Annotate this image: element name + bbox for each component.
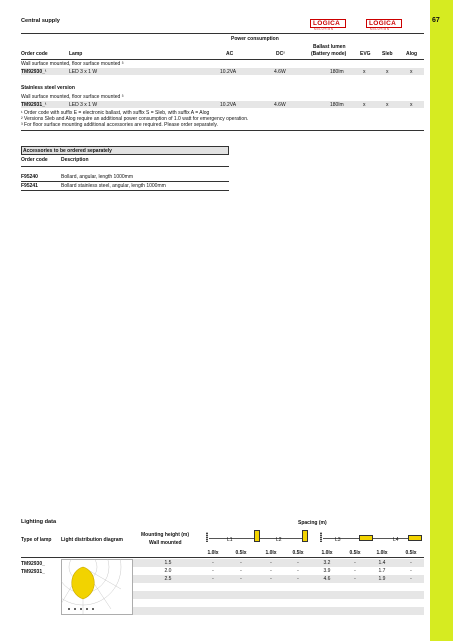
battery-mode-header: (Battery mode) — [311, 51, 347, 57]
page-sidebar — [430, 0, 453, 641]
lamp-code-1: TM92930_ — [21, 561, 45, 567]
col-alog: Alog — [406, 51, 418, 57]
header-rule — [21, 33, 424, 34]
row2-dc: 4.6W — [274, 102, 286, 108]
wall-mounted-header: Wall mounted — [149, 540, 182, 546]
group2-note: Wall surface mounted, floor surface mounted ³ — [21, 94, 124, 100]
sub-5: 1.0lx — [321, 550, 333, 556]
lighting-empty-band-1 — [133, 591, 424, 599]
lighting-empty-band-2 — [133, 607, 424, 615]
row2-evg: x — [363, 102, 366, 108]
row2-ac: 10.2VA — [220, 102, 237, 108]
row2-sleb: x — [386, 102, 389, 108]
acc-row1-desc: Bollard, angular, length 1000mm — [61, 174, 133, 180]
sub-3: 1.0lx — [265, 550, 277, 556]
spacing-l3: L3 — [335, 537, 341, 543]
col-lamp: Lamp — [69, 51, 83, 57]
sub-4: 0.5lx — [292, 550, 304, 556]
mounting-height-header: Mounting height (m) — [141, 532, 190, 538]
acc-row2-desc: Bollard stainless steel, angular, length 1000mm — [61, 183, 166, 189]
row1-evg: x — [363, 69, 366, 75]
lamp-icon-2 — [302, 530, 308, 542]
lamp-icon-1 — [254, 530, 260, 542]
acc-row2-code: F95241 — [21, 183, 38, 189]
row1-lamp: LED 3 x 1 W — [69, 69, 98, 75]
col-sleb: Sleb — [382, 51, 393, 57]
row1-sleb: x — [386, 69, 389, 75]
spacing-l4: L4 — [393, 537, 399, 543]
sub-6: 0.5lx — [349, 550, 361, 556]
logica-logo-2: LOGICA SOLUTION — [366, 19, 402, 31]
col-evg: EVG — [360, 51, 371, 57]
row1-lumen: 180lm — [330, 69, 344, 75]
col-dc: DC² — [276, 51, 285, 57]
col-distribution-diagram: Light distribution diagram — [61, 537, 123, 543]
power-consumption-header: Power consumption — [231, 36, 279, 42]
sub-1: 1.0lx — [207, 550, 219, 556]
row2-alog: x — [410, 102, 413, 108]
row1-alog: x — [410, 69, 413, 75]
logica-logo-1: LOGICA SOLUTION — [310, 19, 346, 31]
footnote-2: ² Versions Sleb and Alog require an additional power consumption of 1.0 watt for emergency operation. — [21, 116, 249, 122]
col-ac: AC — [226, 51, 234, 57]
sub-2: 0.5lx — [235, 550, 247, 556]
lamp-icon-3 — [359, 535, 373, 541]
acc-row1-code: F95240 — [21, 174, 38, 180]
lighting-header-rule — [21, 557, 424, 558]
col-type-of-lamp: Type of lamp — [21, 537, 52, 543]
row1-ac: 10.2VA — [220, 69, 237, 75]
sub-8: 0.5lx — [405, 550, 417, 556]
acc-col-description: Description — [61, 157, 89, 163]
lighting-title: Lighting data — [21, 519, 57, 525]
group2-title: Stainless steel version — [21, 85, 75, 91]
row1-code: TM92930_¹ — [21, 69, 47, 75]
footnote-3: ³ For floor surface mounting additional accessories are required. Please order separately. — [21, 122, 218, 128]
row2-lamp: LED 3 x 1 W — [69, 102, 98, 108]
wall-hatch-icon — [206, 532, 208, 542]
spacing-l2: L2 — [276, 537, 282, 543]
row1-dc: 4.6W — [274, 69, 286, 75]
accessories-title: Accessories to be ordered separately — [23, 148, 112, 154]
ballast-lumen-header: Ballast lumen — [313, 44, 346, 50]
acc-header-rule — [21, 166, 229, 167]
lamp-icon-4 — [408, 535, 422, 541]
page-number: 67 — [432, 17, 440, 24]
light-distribution-diagram — [61, 559, 133, 615]
acc-row-rule — [21, 181, 229, 182]
section-title: Central supply — [21, 18, 60, 24]
footnote-1: ¹ Order code with suffix E = electronic ballast, with suffix S = Sleb, with suffix A = Alog — [21, 110, 210, 116]
main-table-end-rule — [21, 130, 424, 131]
acc-end-rule — [21, 190, 229, 191]
sub-7: 1.0lx — [376, 550, 388, 556]
col-order-code: Order code — [21, 51, 48, 57]
row2-lumen: 180lm — [330, 102, 344, 108]
wall-hatch-icon-2 — [320, 532, 322, 542]
spacing-l1: L1 — [227, 537, 233, 543]
group1-note: Wall surface mounted, floor surface mounted ³ — [21, 61, 124, 67]
table-header-rule — [21, 59, 424, 60]
spacing-header: Spacing (m) — [298, 520, 327, 526]
lamp-code-2: TM92931_ — [21, 569, 45, 575]
acc-col-order-code: Order code — [21, 157, 48, 163]
row2-code: TM92931_¹ — [21, 102, 47, 108]
